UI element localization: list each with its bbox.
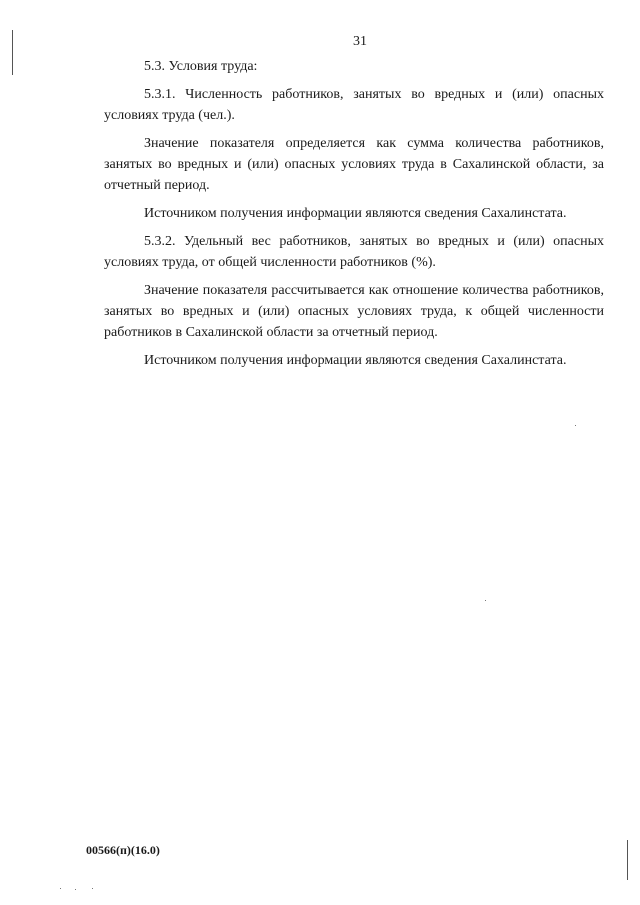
page-number: 31 bbox=[353, 34, 367, 49]
paragraph-definition-5-3-1: Значение показателя определяется как сумма количества работников, занятых во вредных и (или) опасных условиях труда в Сахалинской области, за отчетный период. bbox=[104, 136, 604, 193]
scan-speck bbox=[92, 888, 93, 889]
document-body bbox=[104, 56, 604, 371]
paragraph-definition-5-3-2: Значение показателя рассчитывается как отношение количества работников, занятых во вредных и (или) опасных условиях труда, к общей численности работников в Сахалинской области за отчетный период. bbox=[104, 283, 604, 340]
scan-speck bbox=[575, 425, 576, 426]
scan-speck bbox=[60, 888, 61, 889]
subsection-5-3-2-title: 5.3.2. Удельный вес работников, занятых во вредных и (или) опасных условиях труда, от общей численности работников (%). bbox=[104, 234, 604, 270]
scan-speck bbox=[485, 600, 486, 601]
paragraph-source-5-3-2: Источником получения информации являются сведения Сахалинстата. bbox=[144, 353, 567, 368]
scan-edge-mark bbox=[627, 840, 628, 880]
subsection-5-3-1-title: 5.3.1. Численность работников, занятых во вредных и (или) опасных условиях труда (чел.). bbox=[104, 87, 604, 123]
section-heading: 5.3. Условия труда: bbox=[144, 59, 258, 74]
document-code: 00566(п)(16.0) bbox=[86, 843, 160, 857]
scan-speck bbox=[75, 889, 76, 890]
paragraph-source-5-3-1: Источником получения информации являются сведения Сахалинстата. bbox=[144, 206, 567, 221]
